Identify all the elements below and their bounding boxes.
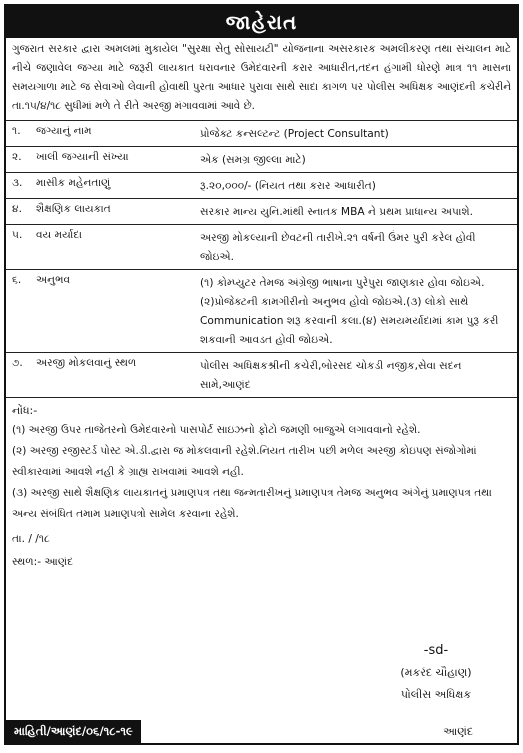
signature-mark: -sd-: [423, 643, 449, 658]
page-title: જાહેરાત: [6, 6, 517, 38]
note-item: (૩) અરજી સાથે શૈક્ષણિક લાયકાતનું પ્રમાણપત્ર તથા જન્મતારીખનું પ્રમાણપત્ર તેમજ અનુભવ અંગેનું પ્રમાણપત્ર તથા અન્ય સંબંધિત તમામ પ્રમાણપત્રો સામેલ કરવાના રહેશે.: [12, 487, 492, 520]
row-label: જગ્યાનું નામ: [36, 125, 92, 137]
row-value: અરજી મોકલ્યાની છેવટની તારીખે.૨૧ વર્ષની ઉંમર પુરી કરેલ હોવી જોઇએ.: [200, 232, 476, 263]
table-row: [6, 146, 517, 172]
footer-reference: માહિતી/આણંદ/૦૬/૧૮-૧૯: [6, 720, 141, 743]
row-label: માસીક મહેનતાણું: [36, 177, 111, 189]
row-value: પોલીસ અધિક્ષકશ્રીની કચેરી,બોરસદ ચોકડી નજીક,સેવા સદન સામે,આણંદ: [200, 360, 462, 391]
row-value: એક (સમગ્ર જીલ્લા માટે): [200, 154, 306, 166]
advertisement-page: [4, 4, 519, 745]
row-value: પ્રોજેક્ટ કન્સલ્ટન્ટ (Project Consultant): [200, 128, 389, 140]
table-row: [6, 120, 517, 146]
row-number: ૭.: [12, 357, 23, 369]
intro-paragraph: ગુજરાત સરકાર દ્વારા અમલમાં મુકાયેલ "સુરક્ષા સેતુ સોસાયટી" યોજનાના અસરકારક અમલીકરણ તથા સંચાલન માટે નીચે જણાવેલ જગ્યા માટે જરૂરી લાયકાત ધરાવનાર ઉમેદવારની કરાર આધારીત,તદન હંગામી ધોરણે માત્ર ૧૧ માસના સમયગાળા માટે જ સેવાઓ લેવાની હોવાથી પુરતા આધાર પુરાવા સાથે સાદા કાગળ પર પોલીસ અધિક્ષક આણંદની કચેરીને તા.૧૫/૪/૧૮ સુધીમાં મળે તે રીતે અરજી મંગાવવામાં આવે છે.: [12, 43, 511, 112]
row-label: શૈક્ષણિક લાયકાત: [36, 203, 111, 215]
details-table: [6, 120, 517, 397]
note-item: (૨) અરજી રજીસ્ટર્ડ પોસ્ટ એ.ડી.દ્વારા જ મોકલવાની રહેશે.નિયત તારીખ પછી મળેલ અરજી કોઇપણ સંજોગોમાં સ્વીકારવામાં આવશે નહી કે ગ્રાહ્ય રાખવામાં આવશે નહી.: [12, 445, 477, 478]
row-label: વય મર્યાદા: [36, 229, 82, 241]
table-row: [6, 224, 517, 269]
row-label: અનુભવ: [36, 274, 71, 286]
signatory-name: (મકરંદ ચૌહાણ): [400, 666, 472, 679]
row-number: ૩.: [12, 177, 23, 189]
signatory-designation: પોલીસ અધિક્ષક: [400, 688, 472, 701]
row-number: ૫.: [12, 229, 23, 241]
signatory-place: આણંદ: [443, 725, 473, 738]
date-line: તા. / /૧૮: [12, 533, 50, 545]
row-number: ૪.: [12, 203, 22, 215]
place-line: સ્થળ:- આણંદ: [12, 556, 74, 568]
row-number: ૬.: [12, 274, 22, 286]
row-value: રૂ.૨૦,૦૦૦/- (નિયત તથા કરાર આધારીત): [200, 180, 376, 192]
note-item: (૧) અરજી ઉપર તાજેતરનો ઉમેદવારનો પાસપોર્ટ સાઇઝનો ફોટો જમણી બાજુએ લગાવવાનો રહેશે.: [12, 424, 421, 436]
row-number: ૧.: [12, 125, 21, 137]
table-row: [6, 172, 517, 198]
notes-heading: નોંધ:-: [6, 397, 517, 420]
row-label: ખાલી જગ્યાની સંખ્યા: [36, 151, 129, 163]
table-row: [6, 198, 517, 224]
table-row: [6, 269, 517, 352]
row-value: સરકાર માન્ય યુનિ.માંથી સ્નાતક MBA ને પ્રથમ પ્રાધાન્ય અપાશે.: [200, 206, 474, 218]
table-row: [6, 352, 517, 397]
row-value: (૧) કોમ્પ્યુટર તેમજ અંગ્રેજી ભાષાના પુરેપુરા જાણકાર હોવા જોઇએ.(૨)પ્રોજેક્ટની કામગીરીનો અનુભવ હોવો જોઇએ.(૩) લોકો સાથે Communication શરૂ કરવાની કલા.(૪) સમયમર્યાદામાં કામ પુરૂ કરી શકવાની આવડત હોવી જોઇએ.: [200, 277, 499, 346]
row-number: ૨.: [12, 151, 22, 163]
row-label: અરજી મોકલવાનું સ્થળ: [36, 357, 137, 369]
signature-block: [381, 640, 491, 706]
